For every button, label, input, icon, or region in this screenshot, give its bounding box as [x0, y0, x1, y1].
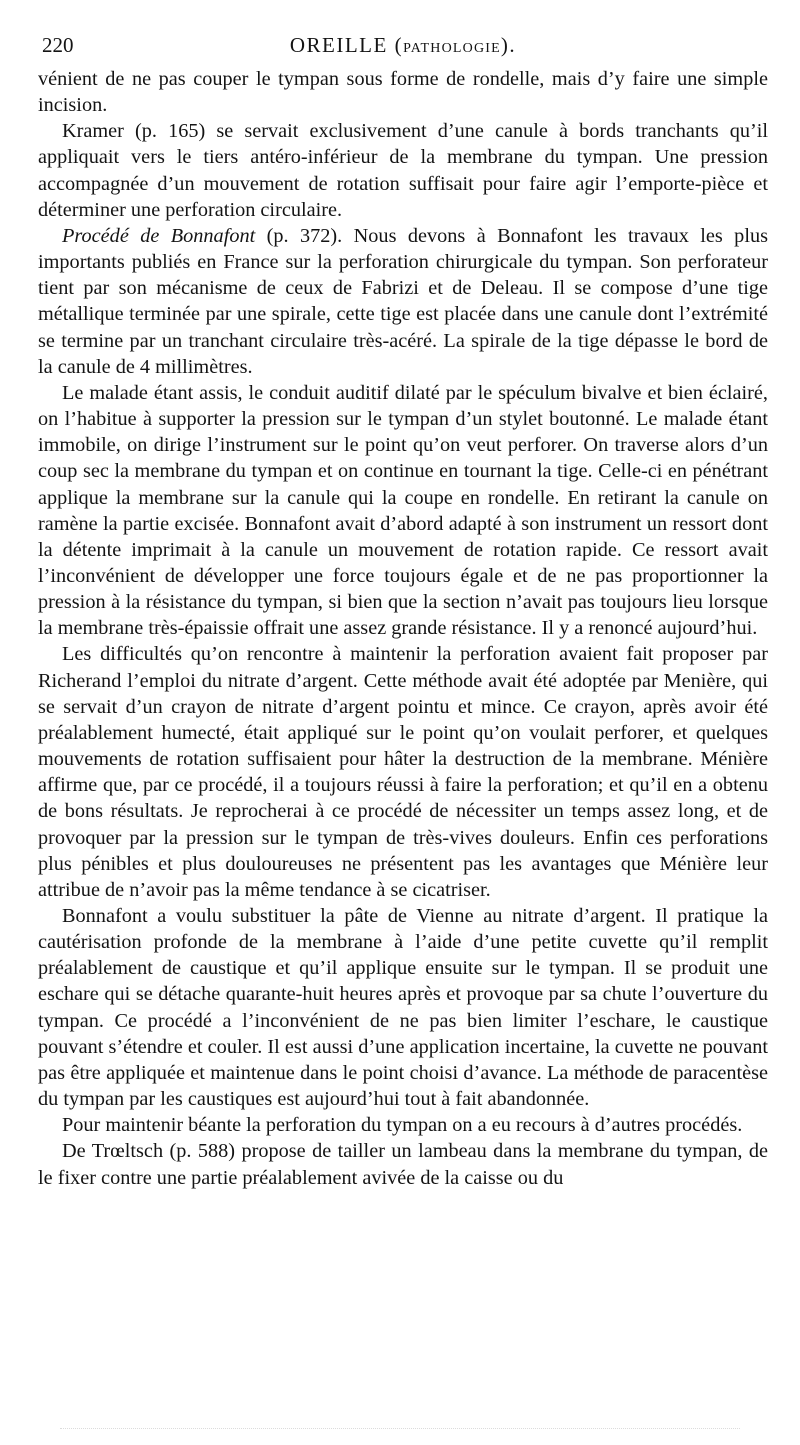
book-page [38, 30, 768, 1191]
paragraph-text: Pour maintenir béante la perforation du tympan on a eu recours à d’autres procédés. [62, 1114, 743, 1137]
page-header [38, 30, 768, 60]
page-body [38, 66, 768, 1191]
running-title-subtitle: PATHOLOGIE [403, 41, 501, 56]
running-title [38, 30, 768, 64]
paragraph-text: Le malade étant assis, le conduit auditif dilaté par le spéculum bivalve et bien éclairé, on l’habitue à supporter la pression sur le tympan d’un stylet boutonné. Le malade étant immobile, on dirige l’instrument sur le point qu’on veut perforer. On traverse alors d’un coup sec la membrane du tympan et on continue en tournant la tige. Celle-ci en pénétrant applique la membrane sur la canule qui la coupe en rondelle. En retirant la canule on ramène la partie excisée. Bonnafont avait d’abord adapté à son instrument un ressort dont la détente imprimait à la canule un mouvement de rotation rapide. Ce ressort avait l’inconvénient de développer une force toujours égale et de ne pas proportionner la pression à la résistance du tympan, si bien que la section n’avait pas toujours lieu lorsque la membrane très-épaissie offrait une assez grande résistance. Il y a renoncé aujourd’hui. [38, 381, 768, 640]
paragraph-kramer [38, 118, 768, 223]
procedure-heading: Procédé de Bonnafont [62, 224, 256, 247]
running-title-end: ). [500, 33, 517, 57]
paragraph-text: vénient de ne pas couper le tympan sous forme de rondelle, mais d’y faire une simple incision. [38, 68, 768, 117]
paragraph-bonnafont-procedure [38, 223, 768, 380]
page-bottom-artifact [60, 1428, 740, 1435]
paragraph-nitrate [38, 641, 768, 903]
paragraph-text: (p. 372). Nous devons à Bonnafont les travaux les plus importants publiés en France sur la perforation chirurgicale du tympan. Son perforateur tient par son mécanisme de ceux de Fabrizi et de Deleau. Il se compose d’une tige métallique terminée par une spirale, cette tige est placée dans une canule dont l’extrémité se termine par un tranchant circulaire très-acéré. La spirale de la tige dépasse le bord de la canule de 4 millimètres. [38, 224, 768, 378]
paragraph-text: Bonnafont a voulu substituer la pâte de Vienne au nitrate d’argent. Il pratique la cautérisation profonde de la membrane à l’aide d’une petite cuvette qu’il remplit préalablement de caustique et qu’il applique ensuite sur le tympan. Il se produit une eschare qui se détache quarante-huit heures après et provoque par sa chute l’ouverture du tympan. Ce procédé a l’inconvénient de ne pas bien limiter l’eschare, le caustique pouvant s’étendre et couler. Il est aussi d’une application incertaine, la cuvette ne pouvant pas être appliquée et maintenue dans le point choisi d’avance. La méthode de paracentèse du tympan par les caustiques est aujourd’hui tout à fait abandonnée. [38, 905, 768, 1111]
paragraph-other-procedures [38, 1112, 768, 1138]
paragraph-text: Les difficultés qu’on rencontre à maintenir la perforation avaient fait proposer par Richerand l’emploi du nitrate d’argent. Cette méthode avait été adoptée par Menière, qui se servait d’un crayon de nitrate d’argent pointu et mince. Ce crayon, après avoir été préalablement humecté, était appliqué sur le point qu’on voulait perforer, et quelques mouvements de rotation suffisaient pour hâter la destruction de la membrane. Ménière affirme que, par ce procédé, il a toujours réussi à faire la perforation; et qu’il en a obtenu de bons résultats. Je reprocherai à ce procédé de nécessiter un temps assez long, et de provoquer par la pression sur le tympan de très-vives douleurs. Enfin ces perforations plus pénibles et plus douloureuses ne présentent pas les avantages que Ménière leur attribue de n’avoir pas la même tendance à se cicatriser. [38, 643, 768, 901]
page-number: 220 [42, 33, 74, 57]
running-title-main: OREILLE ( [289, 33, 404, 57]
paragraph-patient [38, 380, 768, 642]
paragraph-vienne-paste [38, 903, 768, 1112]
paragraph-continuation [38, 66, 768, 118]
paragraph-text: De Trœltsch (p. 588) propose de tailler un lambeau dans la membrane du tympan, de le fixer contre une partie préalablement avivée de la caisse ou du [38, 1140, 768, 1189]
paragraph-text: Kramer (p. 165) se servait exclusivement d’une canule à bords tranchants qu’il appliquait vers le tiers antéro-inférieur de la membrane du tympan. Une pression accompagnée d’un mouvement de rotation suffisait pour faire agir l’emporte-pièce et déterminer une perforation circulaire. [38, 120, 768, 221]
paragraph-troeltsch [38, 1138, 768, 1190]
